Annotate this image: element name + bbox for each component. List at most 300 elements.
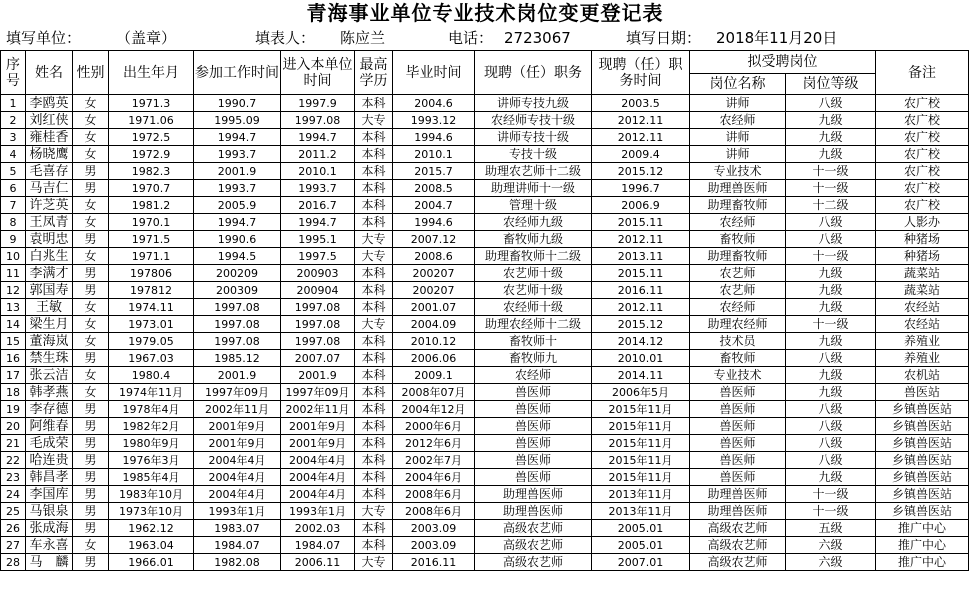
cell-work-start: 2001.9 [194, 163, 281, 180]
cell-graduation: 2002年7月 [393, 452, 475, 469]
cell-current-post-time: 2015年11月 [592, 452, 690, 469]
cell-current-post: 助理讲师十一级 [475, 180, 592, 197]
cell-work-start: 1984.07 [194, 537, 281, 554]
cell-remark: 蔬菜站 [876, 265, 969, 282]
cell-current-post-time: 2012.11 [592, 231, 690, 248]
cell-name: 李鸥英 [26, 95, 73, 112]
cell-name: 车永喜 [26, 537, 73, 554]
cell-current-post: 农经师十级 [475, 299, 592, 316]
cell-birth: 1980.4 [109, 367, 194, 384]
cell-gender: 女 [73, 316, 109, 333]
cell-birth: 1962.12 [109, 520, 194, 537]
cell-birth: 1985年4月 [109, 469, 194, 486]
cell-post-level: 九级 [786, 146, 876, 163]
cell-birth: 1980年9月 [109, 435, 194, 452]
cell-join-unit: 2006.11 [281, 554, 355, 571]
cell-remark: 农广校 [876, 112, 969, 129]
cell-join-unit: 200903 [281, 265, 355, 282]
cell-seq: 7 [1, 197, 26, 214]
cell-remark: 农广校 [876, 129, 969, 146]
cell-post-level: 八级 [786, 95, 876, 112]
cell-name: 韩昌孝 [26, 469, 73, 486]
cell-birth: 197806 [109, 265, 194, 282]
cell-seq: 9 [1, 231, 26, 248]
cell-graduation: 2004.6 [393, 95, 475, 112]
cell-post-name: 兽医师 [690, 384, 786, 401]
cell-gender: 男 [73, 554, 109, 571]
table-row [1, 95, 969, 112]
cell-graduation: 2004.09 [393, 316, 475, 333]
table-row [1, 333, 969, 350]
header-post-name: 岗位名称 [690, 74, 786, 95]
cell-name: 袁明忠 [26, 231, 73, 248]
cell-current-post-time: 2013年11月 [592, 503, 690, 520]
cell-post-level: 六级 [786, 537, 876, 554]
cell-graduation: 200207 [393, 265, 475, 282]
cell-current-post-time: 2012.11 [592, 299, 690, 316]
cell-join-unit: 2001年9月 [281, 435, 355, 452]
cell-seq: 28 [1, 554, 26, 571]
cell-education: 本科 [355, 435, 393, 452]
cell-post-level: 九级 [786, 129, 876, 146]
header-graduation: 毕业时间 [393, 51, 475, 95]
cell-join-unit: 2002年11月 [281, 401, 355, 418]
cell-current-post-time: 2015.12 [592, 316, 690, 333]
cell-join-unit: 1997年09月 [281, 384, 355, 401]
cell-education: 本科 [355, 418, 393, 435]
cell-gender: 女 [73, 384, 109, 401]
cell-birth: 1979.05 [109, 333, 194, 350]
cell-join-unit: 2004年4月 [281, 486, 355, 503]
cell-join-unit: 2004年4月 [281, 452, 355, 469]
cell-seq: 4 [1, 146, 26, 163]
cell-name: 王凤青 [26, 214, 73, 231]
cell-current-post: 兽医师 [475, 435, 592, 452]
cell-work-start: 1993.7 [194, 180, 281, 197]
cell-post-name: 高级农艺师 [690, 537, 786, 554]
cell-current-post: 兽医师 [475, 452, 592, 469]
cell-work-start: 1990.6 [194, 231, 281, 248]
table-row [1, 554, 969, 571]
cell-post-level: 九级 [786, 265, 876, 282]
cell-seq: 18 [1, 384, 26, 401]
cell-gender: 男 [73, 418, 109, 435]
table-row [1, 401, 969, 418]
cell-seq: 27 [1, 537, 26, 554]
cell-gender: 男 [73, 469, 109, 486]
cell-graduation: 2012年6月 [393, 435, 475, 452]
cell-name: 许芝英 [26, 197, 73, 214]
cell-current-post: 高级农艺师 [475, 537, 592, 554]
cell-name: 哈连贵 [26, 452, 73, 469]
cell-graduation: 2009.1 [393, 367, 475, 384]
cell-remark: 农广校 [876, 163, 969, 180]
table-row [1, 129, 969, 146]
cell-education: 本科 [355, 367, 393, 384]
cell-post-name: 高级农艺师 [690, 554, 786, 571]
cell-post-name: 助理兽医师 [690, 486, 786, 503]
cell-gender: 女 [73, 214, 109, 231]
cell-current-post: 讲师专技九级 [475, 95, 592, 112]
cell-join-unit: 2001年9月 [281, 418, 355, 435]
table-row [1, 248, 969, 265]
cell-seq: 11 [1, 265, 26, 282]
cell-education: 本科 [355, 333, 393, 350]
header-current-post-time: 现聘（任）职务时间 [592, 51, 690, 95]
cell-work-start: 1997.08 [194, 316, 281, 333]
cell-current-post: 高级农艺师 [475, 554, 592, 571]
cell-join-unit: 1997.08 [281, 316, 355, 333]
cell-birth: 1971.1 [109, 248, 194, 265]
header-name: 姓名 [26, 51, 73, 95]
cell-current-post-time: 2015.11 [592, 265, 690, 282]
cell-work-start: 1983.07 [194, 520, 281, 537]
cell-education: 大专 [355, 248, 393, 265]
cell-join-unit: 2011.2 [281, 146, 355, 163]
cell-graduation: 2004年6月 [393, 469, 475, 486]
header-current-post: 现聘（任）职务 [475, 51, 592, 95]
header-post-level: 岗位等级 [786, 74, 876, 95]
cell-birth: 1981.2 [109, 197, 194, 214]
cell-gender: 男 [73, 231, 109, 248]
cell-current-post: 高级农艺师 [475, 520, 592, 537]
date-value: 2018年11月20日 [716, 29, 838, 47]
cell-post-name: 兽医师 [690, 435, 786, 452]
cell-graduation: 1993.12 [393, 112, 475, 129]
cell-name: 韩孝燕 [26, 384, 73, 401]
cell-remark: 乡镇兽医站 [876, 452, 969, 469]
cell-work-start: 1990.7 [194, 95, 281, 112]
cell-current-post: 管理十级 [475, 197, 592, 214]
cell-remark: 乡镇兽医站 [876, 486, 969, 503]
cell-seq: 19 [1, 401, 26, 418]
cell-gender: 女 [73, 367, 109, 384]
cell-remark: 农机站 [876, 367, 969, 384]
cell-gender: 女 [73, 299, 109, 316]
cell-current-post-time: 2015年11月 [592, 435, 690, 452]
table-row [1, 537, 969, 554]
date-label: 填写日期： [626, 29, 702, 47]
cell-birth: 1983年10月 [109, 486, 194, 503]
cell-birth: 1982年2月 [109, 418, 194, 435]
cell-post-name: 畜牧师 [690, 231, 786, 248]
cell-current-post-time: 2010.01 [592, 350, 690, 367]
cell-post-name: 农艺师 [690, 282, 786, 299]
cell-join-unit: 1997.5 [281, 248, 355, 265]
cell-post-name: 农经师 [690, 299, 786, 316]
cell-seq: 15 [1, 333, 26, 350]
cell-join-unit: 1984.07 [281, 537, 355, 554]
cell-work-start: 1985.12 [194, 350, 281, 367]
cell-name: 郭国寿 [26, 282, 73, 299]
cell-name: 雍桂香 [26, 129, 73, 146]
cell-birth: 197812 [109, 282, 194, 299]
cell-education: 本科 [355, 95, 393, 112]
cell-work-start: 200209 [194, 265, 281, 282]
cell-current-post: 讲师专技十级 [475, 129, 592, 146]
form-info-row [0, 26, 970, 50]
cell-gender: 男 [73, 180, 109, 197]
cell-post-name: 专业技术 [690, 367, 786, 384]
cell-current-post: 专技十级 [475, 146, 592, 163]
cell-join-unit: 1997.08 [281, 299, 355, 316]
cell-current-post: 农经师专技十级 [475, 112, 592, 129]
cell-seq: 25 [1, 503, 26, 520]
cell-post-name: 兽医师 [690, 452, 786, 469]
cell-birth: 1973.01 [109, 316, 194, 333]
filler-value: 陈应兰 [340, 29, 386, 47]
cell-name: 董海岚 [26, 333, 73, 350]
table-row [1, 299, 969, 316]
cell-current-post: 畜牧师九级 [475, 231, 592, 248]
cell-education: 本科 [355, 146, 393, 163]
cell-work-start: 2004年4月 [194, 452, 281, 469]
cell-post-name: 助理畜牧师 [690, 248, 786, 265]
cell-name: 梁生月 [26, 316, 73, 333]
cell-birth: 1970.1 [109, 214, 194, 231]
cell-seq: 12 [1, 282, 26, 299]
cell-post-name: 专业技术 [690, 163, 786, 180]
cell-post-name: 农艺师 [690, 265, 786, 282]
cell-gender: 男 [73, 401, 109, 418]
cell-education: 本科 [355, 163, 393, 180]
cell-seq: 16 [1, 350, 26, 367]
cell-education: 本科 [355, 350, 393, 367]
cell-education: 本科 [355, 197, 393, 214]
cell-name: 李国库 [26, 486, 73, 503]
cell-work-start: 200309 [194, 282, 281, 299]
registration-table [0, 50, 969, 571]
cell-gender: 男 [73, 282, 109, 299]
unit-label: 填写单位： [6, 29, 82, 47]
cell-work-start: 2001年9月 [194, 418, 281, 435]
cell-work-start: 1997年09月 [194, 384, 281, 401]
cell-remark: 乡镇兽医站 [876, 418, 969, 435]
cell-education: 本科 [355, 214, 393, 231]
cell-graduation: 2007.12 [393, 231, 475, 248]
cell-join-unit: 1993年1月 [281, 503, 355, 520]
form-title: 青海事业单位专业技术岗位变更登记表 [306, 1, 664, 25]
cell-education: 本科 [355, 384, 393, 401]
cell-join-unit: 200904 [281, 282, 355, 299]
cell-post-level: 八级 [786, 435, 876, 452]
cell-gender: 男 [73, 503, 109, 520]
header-join-unit: 进入本单位时间 [281, 51, 355, 95]
cell-name: 毛成荣 [26, 435, 73, 452]
cell-post-level: 九级 [786, 367, 876, 384]
cell-current-post-time: 2006年5月 [592, 384, 690, 401]
cell-current-post: 助理农经师十二级 [475, 316, 592, 333]
cell-post-level: 八级 [786, 350, 876, 367]
cell-seq: 1 [1, 95, 26, 112]
table-row [1, 367, 969, 384]
cell-birth: 1976年3月 [109, 452, 194, 469]
cell-name: 张成海 [26, 520, 73, 537]
cell-gender: 女 [73, 95, 109, 112]
cell-join-unit: 1997.9 [281, 95, 355, 112]
cell-join-unit: 2007.07 [281, 350, 355, 367]
cell-post-level: 十二级 [786, 197, 876, 214]
cell-remark: 乡镇兽医站 [876, 401, 969, 418]
cell-remark: 推广中心 [876, 537, 969, 554]
cell-current-post: 兽医师 [475, 418, 592, 435]
cell-current-post-time: 2014.12 [592, 333, 690, 350]
filler-label: 填表人： [255, 29, 316, 47]
cell-work-start: 2001.9 [194, 367, 281, 384]
header-work-start: 参加工作时间 [194, 51, 281, 95]
table-row [1, 282, 969, 299]
cell-remark: 种猪场 [876, 231, 969, 248]
cell-current-post: 农经师九级 [475, 214, 592, 231]
cell-post-level: 九级 [786, 282, 876, 299]
cell-name: 刘红侠 [26, 112, 73, 129]
cell-education: 大专 [355, 316, 393, 333]
cell-post-level: 六级 [786, 554, 876, 571]
cell-graduation: 2008年6月 [393, 486, 475, 503]
cell-seq: 13 [1, 299, 26, 316]
cell-name: 马 麟 [26, 554, 73, 571]
cell-current-post-time: 2005.01 [592, 537, 690, 554]
phone-value: 2723067 [504, 29, 571, 47]
cell-gender: 男 [73, 452, 109, 469]
table-row [1, 112, 969, 129]
header-education: 最高学历 [355, 51, 393, 95]
cell-seq: 2 [1, 112, 26, 129]
cell-seq: 21 [1, 435, 26, 452]
cell-current-post-time: 1996.7 [592, 180, 690, 197]
cell-current-post: 助理兽医师 [475, 503, 592, 520]
cell-work-start: 2005.9 [194, 197, 281, 214]
cell-seq: 23 [1, 469, 26, 486]
cell-join-unit: 1995.1 [281, 231, 355, 248]
cell-education: 大专 [355, 231, 393, 248]
cell-graduation: 2001.07 [393, 299, 475, 316]
cell-work-start: 1997.08 [194, 333, 281, 350]
cell-remark: 推广中心 [876, 520, 969, 537]
cell-seq: 10 [1, 248, 26, 265]
cell-gender: 女 [73, 129, 109, 146]
cell-birth: 1967.03 [109, 350, 194, 367]
cell-remark: 农广校 [876, 146, 969, 163]
cell-current-post: 农经师 [475, 367, 592, 384]
cell-post-level: 五级 [786, 520, 876, 537]
cell-seq: 8 [1, 214, 26, 231]
cell-work-start: 1997.08 [194, 299, 281, 316]
cell-current-post: 兽医师 [475, 469, 592, 486]
cell-graduation: 200207 [393, 282, 475, 299]
cell-graduation: 2004.7 [393, 197, 475, 214]
cell-work-start: 2004年4月 [194, 486, 281, 503]
cell-join-unit: 1994.7 [281, 214, 355, 231]
cell-post-level: 九级 [786, 469, 876, 486]
cell-post-level: 十一级 [786, 180, 876, 197]
cell-work-start: 1994.7 [194, 214, 281, 231]
cell-education: 大专 [355, 112, 393, 129]
cell-work-start: 1995.09 [194, 112, 281, 129]
cell-name: 白兆生 [26, 248, 73, 265]
cell-seq: 17 [1, 367, 26, 384]
cell-join-unit: 2002.03 [281, 520, 355, 537]
cell-join-unit: 1997.08 [281, 333, 355, 350]
unit-value: （盖章） [116, 29, 177, 47]
cell-remark: 农经站 [876, 316, 969, 333]
cell-join-unit: 2004年4月 [281, 469, 355, 486]
table-row [1, 214, 969, 231]
table-row [1, 316, 969, 333]
cell-post-name: 畜牧师 [690, 350, 786, 367]
cell-work-start: 1993.7 [194, 146, 281, 163]
cell-education: 本科 [355, 282, 393, 299]
cell-education: 本科 [355, 486, 393, 503]
cell-birth: 1972.9 [109, 146, 194, 163]
cell-gender: 男 [73, 486, 109, 503]
cell-work-start: 2004年4月 [194, 469, 281, 486]
table-row [1, 180, 969, 197]
cell-education: 本科 [355, 401, 393, 418]
cell-name: 阿维春 [26, 418, 73, 435]
cell-birth: 1982.3 [109, 163, 194, 180]
cell-current-post-time: 2012.11 [592, 112, 690, 129]
cell-graduation: 2004年12月 [393, 401, 475, 418]
cell-current-post-time: 2012.11 [592, 129, 690, 146]
cell-join-unit: 1993.7 [281, 180, 355, 197]
cell-birth: 1972.5 [109, 129, 194, 146]
cell-remark: 乡镇兽医站 [876, 469, 969, 486]
cell-gender: 男 [73, 265, 109, 282]
header-birth: 出生年月 [109, 51, 194, 95]
cell-remark: 农广校 [876, 197, 969, 214]
table-row [1, 503, 969, 520]
cell-current-post-time: 2003.5 [592, 95, 690, 112]
table-row [1, 435, 969, 452]
cell-education: 本科 [355, 129, 393, 146]
cell-post-level: 九级 [786, 333, 876, 350]
cell-remark: 兽医站 [876, 384, 969, 401]
cell-gender: 男 [73, 520, 109, 537]
cell-post-level: 八级 [786, 231, 876, 248]
cell-post-level: 九级 [786, 384, 876, 401]
cell-current-post-time: 2015年11月 [592, 418, 690, 435]
cell-post-level: 九级 [786, 299, 876, 316]
cell-graduation: 2008.5 [393, 180, 475, 197]
table-row [1, 384, 969, 401]
cell-post-name: 讲师 [690, 146, 786, 163]
cell-work-start: 2001年9月 [194, 435, 281, 452]
cell-gender: 女 [73, 333, 109, 350]
cell-remark: 养殖业 [876, 350, 969, 367]
table-row [1, 146, 969, 163]
table-row [1, 486, 969, 503]
cell-graduation: 2003.09 [393, 520, 475, 537]
cell-remark: 农广校 [876, 95, 969, 112]
cell-gender: 男 [73, 163, 109, 180]
cell-remark: 农广校 [876, 180, 969, 197]
table-row [1, 452, 969, 469]
cell-name: 禁生珠 [26, 350, 73, 367]
cell-post-name: 高级农艺师 [690, 520, 786, 537]
cell-education: 大专 [355, 503, 393, 520]
cell-education: 本科 [355, 520, 393, 537]
cell-gender: 女 [73, 112, 109, 129]
cell-education: 大专 [355, 554, 393, 571]
cell-work-start: 1994.7 [194, 129, 281, 146]
cell-birth: 1978年4月 [109, 401, 194, 418]
cell-current-post: 兽医师 [475, 384, 592, 401]
cell-post-name: 农经师 [690, 112, 786, 129]
cell-name: 王敏 [26, 299, 73, 316]
cell-remark: 农经站 [876, 299, 969, 316]
cell-name: 李满才 [26, 265, 73, 282]
